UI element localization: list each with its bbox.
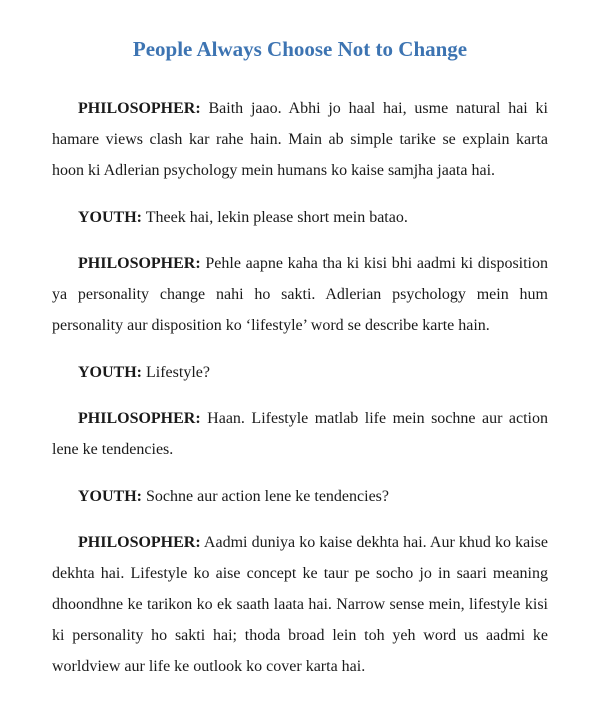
dialogue-text: Theek hai, lekin please short mein batao. [145,209,408,226]
dialogue-paragraph [52,403,548,465]
dialogue-paragraph [52,248,548,341]
speaker-label: YOUTH: [78,364,142,381]
speaker-label: PHILOSOPHER: [78,410,201,427]
dialogue-text: Sochne aur action lene ke tendencies? [146,488,389,505]
speaker-label: YOUTH: [78,209,142,226]
dialogue-text: Aadmi duniya ko kaise dekhta hai. Aur khud ko kaise dekhta hai. Lifestyle ko aise concept ke taur pe socho jo in saari meaning dhoondhne ke tarikon ko ek saath laata hai. Narrow sense mein, lifestyle kisi ki personality ho sakti hai; thoda broad lein toh yeh word us aadmi ke worldview aur life ke outlook ko cover karta hai. [52,534,548,675]
dialogue-paragraph [52,202,548,233]
dialogue-text: Baith jaao. Abhi jo haal hai, usme natural hai ki hamare views clash kar rahe hain. Main ab simple tarike se explain karta hoon ki Adlerian psychology mein humans ko kaise samjha jaata hai. [52,100,548,179]
dialogue-body [52,93,548,698]
speaker-label: PHILOSOPHER: [78,255,201,272]
dialogue-paragraph [52,357,548,388]
dialogue-text: Lifestyle? [146,364,210,381]
speaker-label: YOUTH: [78,488,142,505]
dialogue-text: Haan. Lifestyle matlab life mein sochne aur action lene ke tendencies. [52,410,548,458]
speaker-label: PHILOSOPHER: [78,100,201,117]
dialogue-paragraph [52,527,548,682]
page-title: People Always Choose Not to Change [132,37,468,61]
speaker-label: PHILOSOPHER: [78,534,201,551]
dialogue-text: Pehle aapne kaha tha ki kisi bhi aadmi ki disposition ya personality change nahi ho sakti. Adlerian psychology mein hum personality aur disposition ko ‘lifestyle’ word se describe karte hain. [52,255,549,334]
dialogue-paragraph [52,481,548,512]
dialogue-paragraph [52,93,548,186]
